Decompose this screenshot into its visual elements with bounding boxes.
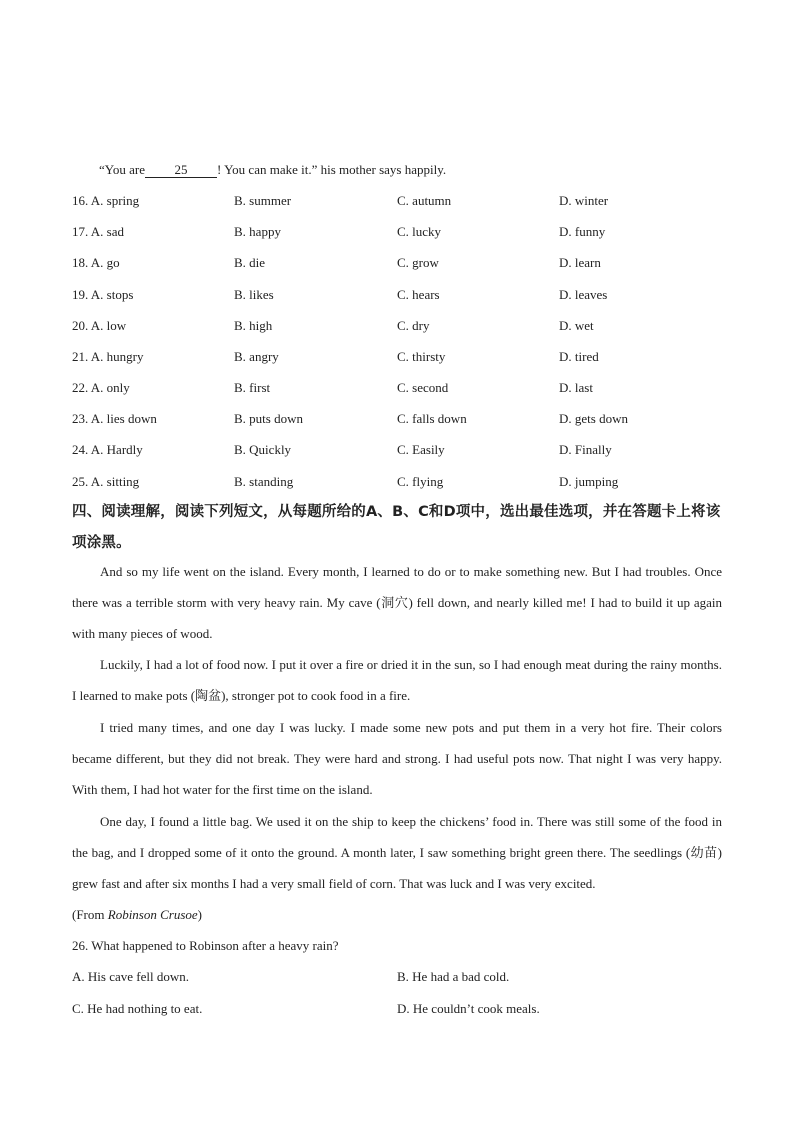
option-b: B. summer — [234, 193, 292, 208]
option-row-19 — [72, 287, 732, 303]
source-title: Robinson Crusoe — [107, 907, 198, 922]
option-row-24 — [72, 442, 732, 458]
intro-before: “You are — [99, 162, 145, 177]
option-c: C. falls down — [397, 411, 467, 426]
option-b: B. happy — [234, 224, 281, 239]
option-row-22 — [72, 380, 732, 396]
answer-blank: 25 — [145, 163, 217, 178]
option-c: C. flying — [397, 474, 444, 489]
option-b: B. angry — [234, 349, 279, 364]
option-a: 23. A. lies down — [72, 411, 157, 426]
passage-paragraph-3: I tried many times, and one day I was lucky. I made some new pots and put them in a very hot fire. Their colors became different, but they did not break. They were hard and strong. I had useful pots now. That night I was very happy. With them, I had hot water for the first time on the island. — [72, 720, 722, 797]
option-d: D. winter — [559, 193, 609, 208]
intro-after: ! You can make it.” his mother says happily. — [216, 162, 447, 177]
intro-line — [99, 162, 446, 178]
option-row-20 — [72, 318, 732, 334]
option-c: C. lucky — [397, 224, 442, 239]
option-row-17 — [72, 224, 732, 240]
question-26-option-a: A. His cave fell down. — [72, 969, 189, 984]
option-row-25 — [72, 474, 732, 490]
section-heading: 四、阅读理解，阅读下列短文，从每题所给的A、B、C和D项中，选出最佳选项，并在答题卡上将该项涂黑。 — [72, 504, 721, 551]
option-c: C. grow — [397, 255, 439, 270]
question-26-stem: 26. What happened to Robinson after a heavy rain? — [72, 938, 339, 953]
option-a: 20. A. low — [72, 318, 127, 333]
question-26-option-d: D. He couldn’t cook meals. — [397, 1001, 540, 1016]
option-a: 22. A. only — [72, 380, 130, 395]
option-c: C. dry — [397, 318, 430, 333]
option-a: 19. A. stops — [72, 287, 134, 302]
option-d: D. funny — [559, 224, 606, 239]
option-c: C. thirsty — [397, 349, 446, 364]
option-b: B. puts down — [234, 411, 303, 426]
option-c: C. hears — [397, 287, 440, 302]
question-26-option-b: B. He had a bad cold. — [397, 969, 510, 984]
passage-paragraph-4: One day, I found a little bag. We used it on the ship to keep the chickens’ food in. There was still some of the food in the bag, and I dropped some of it onto the ground. A month later, I saw something bright green there. The seedlings (幼苗) grew fast and after six months I had a very small field of corn. That was luck and I was very excited. — [72, 814, 722, 891]
source-suffix: ) — [197, 907, 203, 922]
option-c: C. autumn — [397, 193, 452, 208]
option-row-16 — [72, 193, 732, 209]
option-a: 25. A. sitting — [72, 474, 140, 489]
option-b: B. likes — [234, 287, 274, 302]
option-d: D. jumping — [559, 474, 619, 489]
option-a: 24. A. Hardly — [72, 442, 143, 457]
question-26-option-c: C. He had nothing to eat. — [72, 1001, 203, 1016]
option-d: D. leaves — [559, 287, 608, 302]
option-d: D. learn — [559, 255, 601, 270]
option-c: C. second — [397, 380, 449, 395]
option-d: D. wet — [559, 318, 594, 333]
option-row-18 — [72, 255, 732, 271]
option-d: D. gets down — [559, 411, 628, 426]
option-a: 18. A. go — [72, 255, 120, 270]
option-b: B. first — [234, 380, 271, 395]
source-prefix: (From — [72, 907, 108, 922]
option-b: B. standing — [234, 474, 294, 489]
option-b: B. Quickly — [234, 442, 292, 457]
passage-source — [72, 907, 202, 923]
passage-paragraph-1: And so my life went on the island. Every month, I learned to do or to make something new. But I had troubles. Once there was a terrible storm with very heavy rain. My cave (洞穴) fell down, and nearly killed me! I had to build it up again with many pieces of wood. — [72, 564, 722, 641]
passage-paragraph-2: Luckily, I had a lot of food now. I put it over a fire or dried it in the sun, so I had enough meat during the rainy months. I learned to make pots (陶盆), stronger pot to cook food in a fire. — [72, 657, 722, 703]
option-b: B. die — [234, 255, 266, 270]
option-d: D. last — [559, 380, 593, 395]
option-row-23 — [72, 411, 732, 427]
option-a: 16. A. spring — [72, 193, 140, 208]
option-d: D. Finally — [559, 442, 612, 457]
option-row-21 — [72, 349, 732, 365]
option-a: 17. A. sad — [72, 224, 124, 239]
option-b: B. high — [234, 318, 273, 333]
option-a: 21. A. hungry — [72, 349, 144, 364]
option-c: C. Easily — [397, 442, 445, 457]
option-d: D. tired — [559, 349, 599, 364]
